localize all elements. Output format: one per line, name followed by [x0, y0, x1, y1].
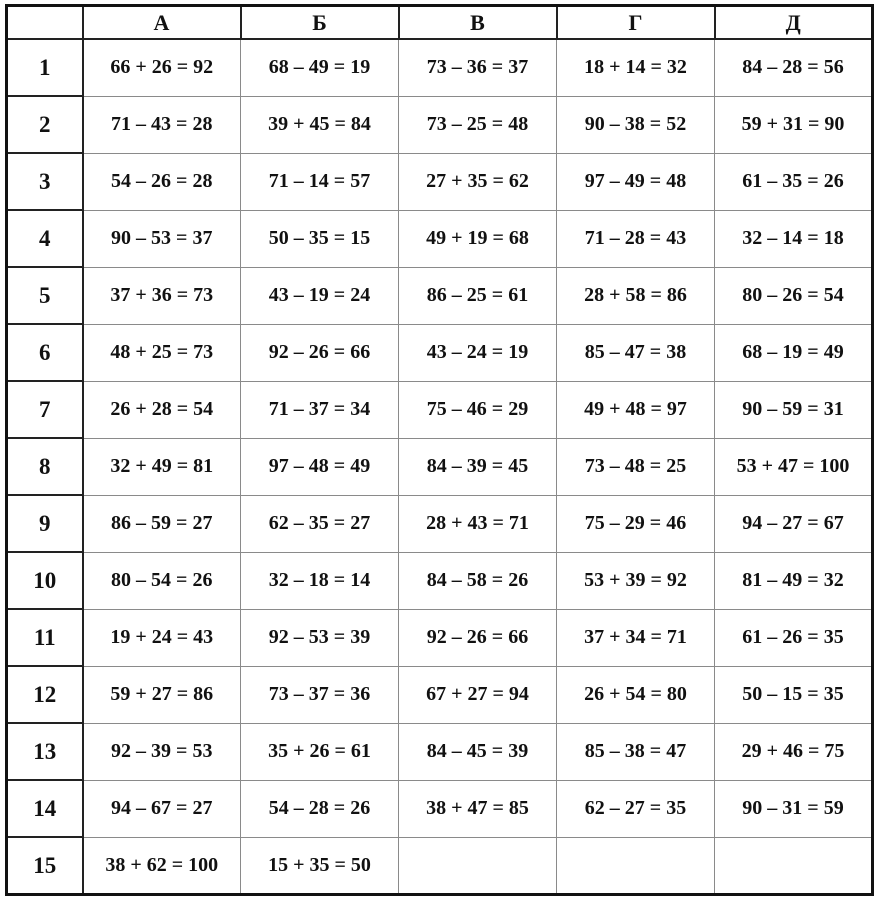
equation-cell: 80 – 54 = 26 [83, 552, 241, 609]
table-row [7, 552, 873, 609]
equation-cell: 59 + 27 = 86 [83, 666, 241, 723]
equation-cell: 50 – 15 = 35 [715, 666, 873, 723]
equation-cell: 92 – 26 = 66 [399, 609, 557, 666]
equation-cell: 38 + 47 = 85 [399, 780, 557, 837]
equation-cell: 37 + 34 = 71 [557, 609, 715, 666]
equation-cell: 75 – 46 = 29 [399, 381, 557, 438]
row-number: 14 [7, 780, 83, 837]
equation-cell [557, 837, 715, 895]
equation-cell: 92 – 26 = 66 [241, 324, 399, 381]
column-header-g: Г [557, 6, 715, 40]
equation-cell: 32 – 18 = 14 [241, 552, 399, 609]
row-number: 8 [7, 438, 83, 495]
equation-cell: 54 – 26 = 28 [83, 153, 241, 210]
table-row [7, 267, 873, 324]
column-header-a: А [83, 6, 241, 40]
equation-cell: 49 + 48 = 97 [557, 381, 715, 438]
equation-cell: 61 – 26 = 35 [715, 609, 873, 666]
equation-cell: 71 – 43 = 28 [83, 96, 241, 153]
table-row [7, 438, 873, 495]
row-number: 9 [7, 495, 83, 552]
table-row [7, 324, 873, 381]
equation-cell: 80 – 26 = 54 [715, 267, 873, 324]
equation-cell: 81 – 49 = 32 [715, 552, 873, 609]
table-row [7, 96, 873, 153]
equation-cell: 53 + 39 = 92 [557, 552, 715, 609]
equation-cell: 90 – 59 = 31 [715, 381, 873, 438]
equation-cell: 71 – 14 = 57 [241, 153, 399, 210]
equation-cell: 35 + 26 = 61 [241, 723, 399, 780]
corner-cell [7, 6, 83, 40]
table-row [7, 381, 873, 438]
equation-cell: 71 – 37 = 34 [241, 381, 399, 438]
row-number: 3 [7, 153, 83, 210]
equation-cell: 94 – 27 = 67 [715, 495, 873, 552]
equation-cell: 86 – 25 = 61 [399, 267, 557, 324]
row-number: 2 [7, 96, 83, 153]
equation-cell: 73 – 37 = 36 [241, 666, 399, 723]
equation-cell: 73 – 48 = 25 [557, 438, 715, 495]
equation-cell: 32 + 49 = 81 [83, 438, 241, 495]
equation-cell: 61 – 35 = 26 [715, 153, 873, 210]
table-row [7, 210, 873, 267]
row-number: 6 [7, 324, 83, 381]
equation-cell [399, 837, 557, 895]
column-header-b: Б [241, 6, 399, 40]
equation-cell: 62 – 27 = 35 [557, 780, 715, 837]
equation-cell: 27 + 35 = 62 [399, 153, 557, 210]
row-number: 4 [7, 210, 83, 267]
equation-cell: 75 – 29 = 46 [557, 495, 715, 552]
equation-cell: 66 + 26 = 92 [83, 39, 241, 96]
equation-cell: 26 + 54 = 80 [557, 666, 715, 723]
row-number: 10 [7, 552, 83, 609]
table-row [7, 39, 873, 96]
equation-cell: 73 – 25 = 48 [399, 96, 557, 153]
equation-cell: 84 – 39 = 45 [399, 438, 557, 495]
equation-cell: 15 + 35 = 50 [241, 837, 399, 895]
equation-cell: 59 + 31 = 90 [715, 96, 873, 153]
equation-cell: 67 + 27 = 94 [399, 666, 557, 723]
row-number: 1 [7, 39, 83, 96]
equation-cell: 92 – 53 = 39 [241, 609, 399, 666]
equation-cell [715, 837, 873, 895]
equation-cell: 90 – 38 = 52 [557, 96, 715, 153]
column-header-v: В [399, 6, 557, 40]
equation-cell: 97 – 49 = 48 [557, 153, 715, 210]
equation-cell: 28 + 43 = 71 [399, 495, 557, 552]
row-number: 11 [7, 609, 83, 666]
header-row [7, 6, 873, 40]
equation-cell: 94 – 67 = 27 [83, 780, 241, 837]
equation-cell: 29 + 46 = 75 [715, 723, 873, 780]
equation-cell: 90 – 53 = 37 [83, 210, 241, 267]
row-number: 12 [7, 666, 83, 723]
table-row [7, 723, 873, 780]
equation-cell: 62 – 35 = 27 [241, 495, 399, 552]
table-row [7, 780, 873, 837]
column-header-d: Д [715, 6, 873, 40]
equation-cell: 85 – 38 = 47 [557, 723, 715, 780]
table-body [7, 39, 873, 895]
row-number: 7 [7, 381, 83, 438]
equations-table [5, 4, 874, 896]
equation-cell: 90 – 31 = 59 [715, 780, 873, 837]
equation-cell: 48 + 25 = 73 [83, 324, 241, 381]
table-row [7, 495, 873, 552]
table-row [7, 837, 873, 895]
equation-cell: 54 – 28 = 26 [241, 780, 399, 837]
equation-cell: 49 + 19 = 68 [399, 210, 557, 267]
equation-cell: 43 – 19 = 24 [241, 267, 399, 324]
row-number: 15 [7, 837, 83, 895]
equation-cell: 97 – 48 = 49 [241, 438, 399, 495]
equation-cell: 43 – 24 = 19 [399, 324, 557, 381]
equation-cell: 68 – 49 = 19 [241, 39, 399, 96]
equation-cell: 53 + 47 = 100 [715, 438, 873, 495]
equation-cell: 84 – 45 = 39 [399, 723, 557, 780]
equation-cell: 18 + 14 = 32 [557, 39, 715, 96]
equation-cell: 50 – 35 = 15 [241, 210, 399, 267]
equation-cell: 19 + 24 = 43 [83, 609, 241, 666]
row-number: 5 [7, 267, 83, 324]
equation-cell: 86 – 59 = 27 [83, 495, 241, 552]
equation-cell: 71 – 28 = 43 [557, 210, 715, 267]
equation-cell: 37 + 36 = 73 [83, 267, 241, 324]
equation-cell: 85 – 47 = 38 [557, 324, 715, 381]
row-number: 13 [7, 723, 83, 780]
equation-cell: 32 – 14 = 18 [715, 210, 873, 267]
table-row [7, 153, 873, 210]
equation-cell: 84 – 28 = 56 [715, 39, 873, 96]
equation-cell: 84 – 58 = 26 [399, 552, 557, 609]
equation-cell: 92 – 39 = 53 [83, 723, 241, 780]
equation-cell: 26 + 28 = 54 [83, 381, 241, 438]
equation-cell: 39 + 45 = 84 [241, 96, 399, 153]
table-row [7, 609, 873, 666]
equation-cell: 68 – 19 = 49 [715, 324, 873, 381]
equation-cell: 73 – 36 = 37 [399, 39, 557, 96]
table-row [7, 666, 873, 723]
equation-cell: 38 + 62 = 100 [83, 837, 241, 895]
equation-cell: 28 + 58 = 86 [557, 267, 715, 324]
